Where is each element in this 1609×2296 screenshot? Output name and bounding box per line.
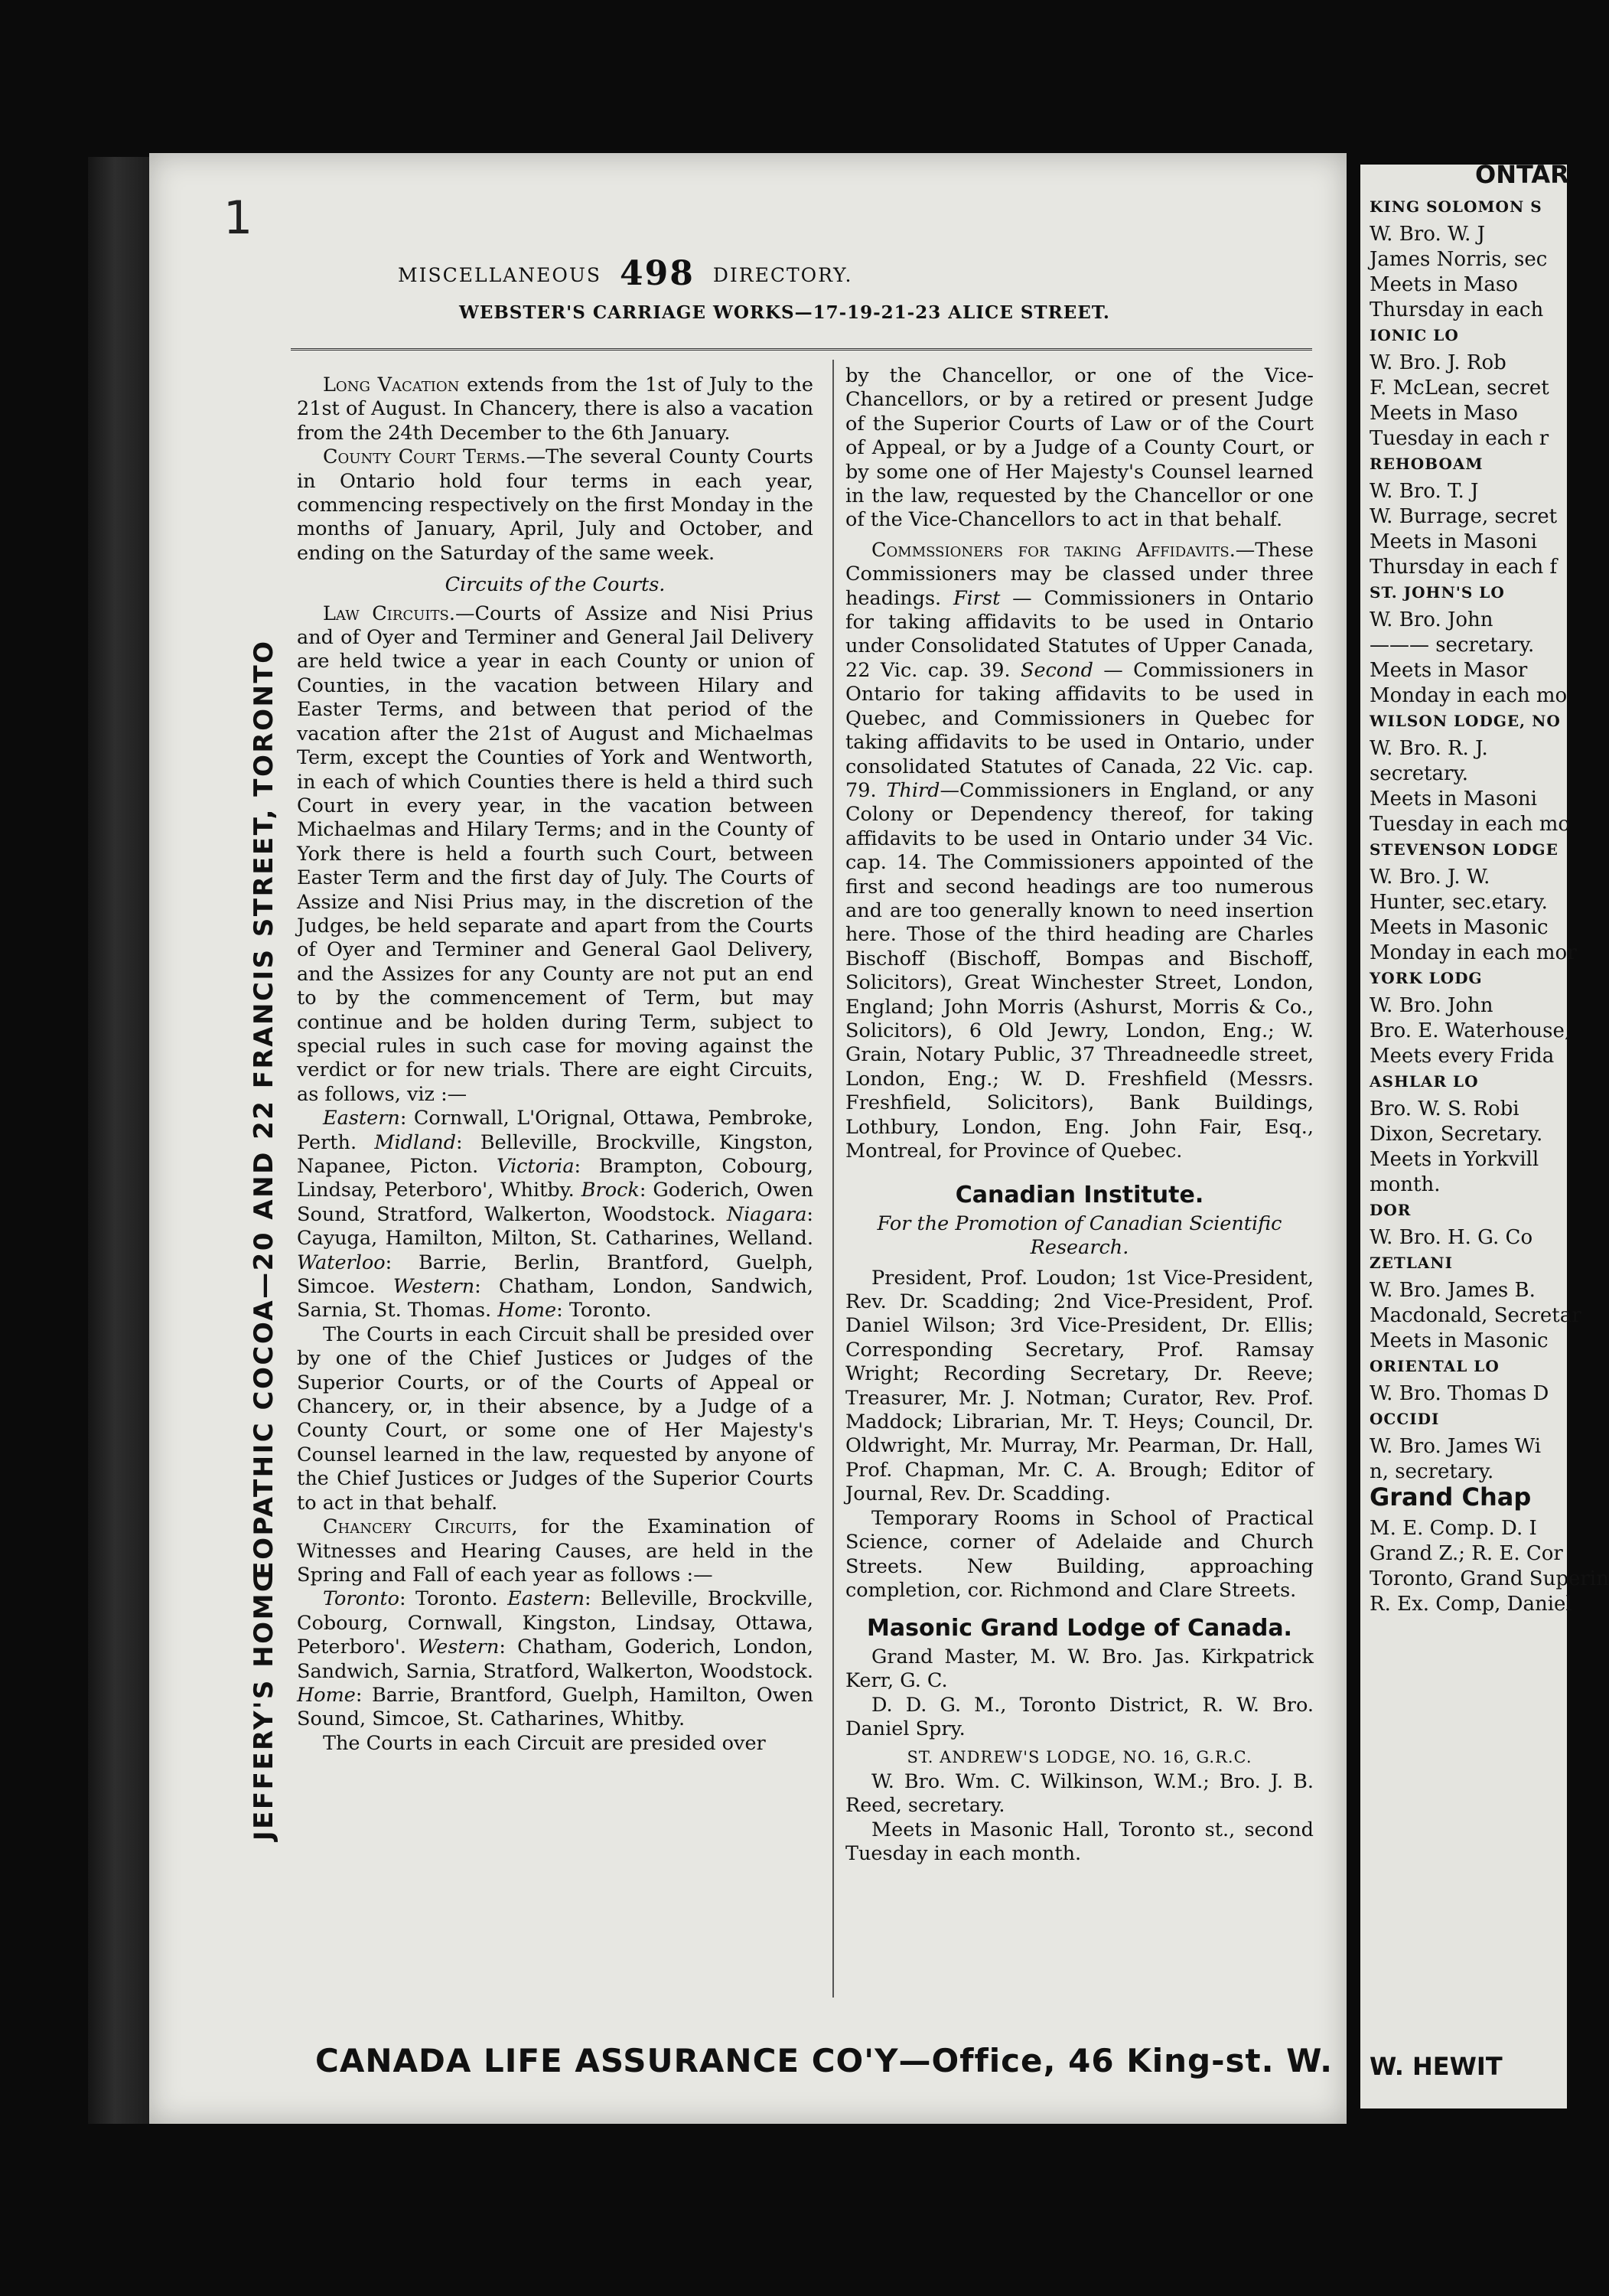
commissioners-paragraph xyxy=(845,539,1314,1164)
adjacent-page-line: Meets in Yorkvill xyxy=(1370,1148,1539,1171)
adjacent-page-line: Meets in Maso xyxy=(1370,402,1518,425)
footer-advertisement: CANADA LIFE ASSURANCE CO'Y—Office, 46 King-st. W. xyxy=(315,2042,1334,2079)
chancery-paragraph xyxy=(297,1515,813,1587)
adjacent-page-fragment xyxy=(1360,160,1609,2108)
adjacent-page-line: W. Bro. James Wi xyxy=(1370,1435,1542,1458)
adjacent-page-line: W. Bro. James B. xyxy=(1370,1279,1536,1302)
county-terms-paragraph xyxy=(297,445,813,566)
adjacent-page-line: secretary. xyxy=(1370,762,1468,785)
header-rule xyxy=(291,348,1312,351)
adjacent-page-line: Monday in each mo xyxy=(1370,684,1568,707)
adjacent-page-line: KING SOLOMON S xyxy=(1370,197,1542,216)
adjacent-page-line: W. Bro. W. J xyxy=(1370,223,1486,246)
circuit-name: Midland xyxy=(374,1130,457,1154)
adjacent-page-line: W. Bro. J. W. xyxy=(1370,866,1490,889)
adjacent-page-line: Grand Z.; R. E. Cor xyxy=(1370,1542,1563,1565)
first-heading: First xyxy=(953,586,1001,610)
handwritten-page-mark: 1 xyxy=(223,191,253,245)
circuit-towns: : Cayuga, Hamilton, Milton, St. Catharines, Welland. xyxy=(297,1202,813,1251)
adjacent-page-line: W. HEWIT xyxy=(1370,2052,1503,2081)
circuit-towns: : Brampton, Cobourg, Lindsay, Peterboro', Whitby. xyxy=(297,1155,813,1202)
circuit-towns: : Barrie, Berlin, Brantford, Guelph, Simcoe. xyxy=(297,1251,813,1299)
adjacent-page-line: ASHLAR LO xyxy=(1370,1072,1479,1091)
adjacent-page-line: STEVENSON LODGE xyxy=(1370,840,1559,859)
subheader-advertisement: WEBSTER'S CARRIAGE WORKS—17-19-21-23 ALICE STREET. xyxy=(459,302,1110,323)
chancery-circuit-name: Eastern xyxy=(507,1587,585,1611)
adjacent-page-line: Meets in Maso xyxy=(1370,273,1518,296)
running-header xyxy=(398,254,852,293)
commissioners-text-b: — Commissioners in Ontario for taking affidavits to be used in Ontario under Consolidated Statutes of Upper Canada, 22 Vic. cap. 39. xyxy=(845,586,1314,682)
institute-title: Canadian Institute. xyxy=(955,1182,1204,1209)
adjacent-page-line: OCCIDI xyxy=(1370,1410,1440,1428)
chancery-circuit-name: Home xyxy=(297,1683,356,1707)
circuit-name: Home xyxy=(497,1299,557,1322)
right-column xyxy=(845,364,1314,1866)
institute-subtitle-text: For the Promotion of Canadian Scientific Research. xyxy=(877,1212,1282,1260)
circuit-name: Waterloo xyxy=(297,1251,386,1274)
header-left: MISCELLANEOUS xyxy=(398,264,602,286)
adjacent-page-line: James Norris, sec xyxy=(1370,248,1548,271)
adjacent-page-line: Monday in each mor xyxy=(1370,941,1577,964)
chancery-text: for the Examination of Witnesses and Hearing Causes, are held in the Spring and Fall of each year as follows :— xyxy=(297,1515,813,1587)
adjacent-page-line: Tuesday in each r xyxy=(1370,427,1549,450)
adjacent-page-line: ONTAR xyxy=(1475,160,1569,189)
long-vacation-lead: Long Vacation xyxy=(323,373,460,396)
adjacent-page-line: ORIENTAL LO xyxy=(1370,1357,1500,1375)
adjacent-page-line: Meets in Masonic xyxy=(1370,1329,1549,1352)
adjacent-page-line: W. Bro. Thomas D xyxy=(1370,1382,1549,1405)
circuit-name: Brock xyxy=(581,1179,640,1202)
adjacent-page-line: Meets in Masonic xyxy=(1370,916,1549,939)
circuit-name: Victoria xyxy=(496,1155,575,1178)
county-terms-lead: County Court Terms. xyxy=(323,445,526,469)
left-column xyxy=(297,373,813,1756)
adjacent-page-line: WILSON LODGE, NO xyxy=(1370,712,1561,730)
circuit-towns: : Belleville, Brockville, Kingston, Napanee, Picton. xyxy=(297,1130,813,1178)
circuit-towns: : Goderich, Owen Sound, Stratford, Walkerton, Woodstock. xyxy=(297,1179,814,1226)
second-heading: Second xyxy=(1020,658,1093,682)
chancery-list xyxy=(297,1587,813,1731)
lodge-officers: W. Bro. Wm. C. Wilkinson, W.M.; Bro. J. B. Reed, secretary. xyxy=(845,1769,1314,1818)
circuit-towns: : Cornwall, L'Orignal, Ottawa, Pembroke, Perth. xyxy=(297,1107,813,1154)
chancery-circuit-name: Toronto xyxy=(323,1587,399,1611)
institute-subtitle xyxy=(845,1212,1314,1261)
adjacent-page-line: Hunter, sec.etary. xyxy=(1370,891,1548,914)
lodge-meets: Meets in Masonic Hall, Toronto st., second Tuesday in each month. xyxy=(845,1818,1314,1865)
adjacent-page-line: Tuesday in each mo xyxy=(1370,813,1571,836)
third-heading: Third xyxy=(886,778,940,802)
adjacent-page-line: Toronto, Grand Superin xyxy=(1370,1567,1609,1590)
institute-officers: President, Prof. Loudon; 1st Vice-President, Rev. Dr. Scadding; 2nd Vice-President, Prof. Daniel Wilson; 3rd Vice-President, Dr. Ellis; Corresponding Secretary, Prof. Ramsay Wright; Recording Secretary, Dr. Reeve; Treasurer, Mr. J. Notman; Curator, Rev. Prof. Maddock; Librarian, Mr. T. Heys; Council, Dr. Oldwright, Mr. Murray, Mr. Pearman, Dr. Hall, Prof. Chapman, Mr. C. A. Brough; Editor of Journal, Rev. Dr. Scadding. xyxy=(845,1266,1314,1506)
commissioners-text-c: — Commissioners in Ontario for taking affidavits to be used in Quebec, and Commissioners in Quebec for taking affidavits to be used in Ontario, under consolidated Statutes of Canada, 22 Vic. cap. 79. xyxy=(845,658,1314,802)
circuit-list xyxy=(297,1107,813,1323)
circuit-name: Western xyxy=(392,1275,475,1299)
adjacent-page-line: n, secretary. xyxy=(1370,1460,1494,1483)
page-number: 498 xyxy=(620,254,695,293)
adjacent-page-line: Meets in Masoni xyxy=(1370,788,1537,810)
adjacent-page-line: YORK LODG xyxy=(1370,969,1483,987)
chancery-circuit-towns: : Toronto. xyxy=(399,1587,508,1611)
presided-paragraph: The Courts in each Circuit shall be presided over by one of the Chief Justices or Judges of the Superior Courts, or of the Courts of Appeal or Chancery, or, in their absence, by a Judge of a County Court, or some one of Her Majesty's Counsel learned in the law, requested by anyone of the Chief Justices or Judges of the Superior Courts to act in that behalf. xyxy=(297,1322,813,1515)
header-right: DIRECTORY. xyxy=(712,264,853,286)
adjacent-page-line: Meets in Masor xyxy=(1370,659,1528,682)
adjacent-page-line: Grand Chap xyxy=(1370,1482,1532,1512)
law-circuits-lead: Law Circuits. xyxy=(323,602,455,625)
adjacent-page-line: REHOBOAM xyxy=(1370,455,1484,473)
adjacent-page-line: W. Bro. R. J. xyxy=(1370,737,1488,760)
commissioners-lead: Commssioners for taking Affidavits. xyxy=(871,538,1236,562)
circuit-towns: : Chatham, London, Sandwich, Sarnia, St. Thomas. xyxy=(297,1275,813,1322)
circuit-towns: : Toronto. xyxy=(556,1299,652,1322)
adjacent-page-line: Meets in Masoni xyxy=(1370,530,1537,553)
long-vacation-paragraph xyxy=(297,373,813,445)
law-circuits-text: —Courts of Assize and Nisi Prius and of Oyer and Terminer and General Jail Delivery are held twice a year in each County or union of Counties, in the vacation between Hilary and Easter Terms, and between that period of the vacation after the 21st of August and Michaelmas Term, except the Counties of York and Wentworth, in each of which Counties there is held a third such Court in every year, in the vacation between Michaelmas and Hilary Terms; and in the County of York there is held a fourth such Court, between Easter Term and the first day of July. The Courts of Assize and Nisi Prius may, in the discretion of the Judges, be held separate and apart from the Courts of Oyer and Terminer and General Gaol Delivery, and the Assizes for any County are not put an end to by the commencement of Term, but may continue and be holden during Term, subject to special rules in such case for moving against the verdict or for new trials. There are eight Circuits, as follows, viz :— xyxy=(297,602,814,1106)
adjacent-page-line: Bro. E. Waterhouse, xyxy=(1370,1019,1572,1042)
book-binding xyxy=(88,157,155,2124)
adjacent-page-line: W. Bro. J. Rob xyxy=(1370,351,1506,374)
adjacent-page-line: W. Bro. T. J xyxy=(1370,480,1479,503)
column-divider xyxy=(832,360,834,1998)
adjacent-page-line: Dixon, Secretary. xyxy=(1370,1123,1543,1146)
long-vacation-text: extends from the 1st of July to the 21st of August. In Chancery, there is also a vacation from the 24th December to the 6th January. xyxy=(297,373,814,445)
institute-rooms: Temporary Rooms in School of Practical Science, corner of Adelaide and Church Streets. New Building, approaching completion, cor. Richmond and Clare Streets. xyxy=(845,1506,1314,1602)
circuit-name: Eastern xyxy=(323,1107,400,1130)
circuits-heading xyxy=(297,573,813,597)
adjacent-page-line: M. E. Comp. D. I xyxy=(1370,1517,1537,1540)
adjacent-page-line: DOR xyxy=(1370,1201,1412,1219)
chancery-circuit-name: Western xyxy=(418,1636,500,1659)
law-circuits-paragraph xyxy=(297,602,813,1107)
adjacent-page-line: Bro. W. S. Robi xyxy=(1370,1097,1519,1120)
adjacent-page-line: Thursday in each xyxy=(1370,298,1544,321)
chancery-circuit-towns: : Belleville, Brockville, Cobourg, Cornwall, Kingston, Lindsay, Ottawa, Peterboro'. xyxy=(297,1587,813,1659)
adjacent-page-line: W. Bro. H. G. Co xyxy=(1370,1226,1533,1249)
adjacent-page-line: month. xyxy=(1370,1173,1441,1196)
lodge-heading: ST. ANDREW'S LODGE, NO. 16, G.R.C. xyxy=(907,1748,1252,1767)
adjacent-page-line: IONIC LO xyxy=(1370,326,1459,344)
commissioners-text-d: —Commissioners in England, or any Colony or Dependency thereof, for taking affidavits to be used in Ontario under 34 Vic. cap. 14. The Commissioners appointed of the first and second headings are too numerous and are too generally known to need insertion here. Those of the third heading are Charles Bischoff (Bischoff, Bompas and Bischoff, Solicitors), Great Winchester Street, London, England; John Morris (Ashurst, Morris & Co., Solicitors), 6 Old Jewry, London, Eng.; W. Grain, Notary Public, 37 Threadneedle street, London, Eng.; W. D. Freshfield (Messrs. Freshfield, Solicitors), Bank Buildings, Lothbury, London, Eng. John Fair, Esq., Montreal, for Province of Quebec. xyxy=(845,778,1314,1163)
adjacent-page-line: ZETLANI xyxy=(1370,1254,1453,1272)
adjacent-page-line: W. Burrage, secret xyxy=(1370,505,1558,528)
deputy-grand-master: D. D. G. M., Toronto District, R. W. Bro. Daniel Spry. xyxy=(845,1693,1314,1740)
adjacent-page-line: W. Bro. John xyxy=(1370,994,1493,1017)
adjacent-page-line: Macdonald, Secretar xyxy=(1370,1304,1581,1327)
circuits-heading-text: Circuits of the Courts. xyxy=(445,573,666,597)
continuation-paragraph: by the Chancellor, or one of the Vice-Chancellors, or by a retired or present Judge of the Superior Courts of Law or of the Court of Appeal, or by a Judge of a County Court, or by some one of Her Majesty's Counsel learned in the law, requested by the Chancellor or one of the Vice-Chancellors to act in that behalf. xyxy=(845,364,1314,532)
adjacent-page-line: W. Bro. John xyxy=(1370,608,1493,631)
side-advertisement: JEFFERY'S HOMŒOPATHIC COCOA—20 AND 22 FRANCIS STREET, TORONTO xyxy=(249,639,279,1841)
adjacent-page-line: ST. JOHN'S LO xyxy=(1370,583,1505,602)
chancery-lead: Chancery Circuits, xyxy=(323,1515,518,1539)
chancery-circuit-towns: : Barrie, Brantford, Guelph, Hamilton, Owen Sound, Simcoe, St. Catharines, Whitby. xyxy=(297,1683,813,1731)
adjacent-page-line: Meets every Frida xyxy=(1370,1045,1555,1068)
grand-master: Grand Master, M. W. Bro. Jas. Kirkpatrick Kerr, G. C. xyxy=(845,1645,1314,1693)
adjacent-page-line: R. Ex. Comp, Daniel xyxy=(1370,1593,1572,1616)
circuit-name: Niagara xyxy=(726,1202,807,1226)
adjacent-page-line: ——— secretary. xyxy=(1370,634,1535,657)
last-line: The Courts in each Circuit are presided over xyxy=(323,1731,766,1755)
masonic-title: Masonic Grand Lodge of Canada. xyxy=(867,1615,1292,1642)
adjacent-page-line: Thursday in each f xyxy=(1370,556,1558,579)
commissioners-text-a: —These Commissioners may be classed under three headings. xyxy=(845,538,1314,610)
adjacent-page-line: F. McLean, secret xyxy=(1370,377,1549,400)
chancery-circuit-towns: : Chatham, Goderich, London, Sandwich, Sarnia, Stratford, Walkerton, Woodstock. xyxy=(297,1636,813,1683)
county-terms-text: —The several County Courts in Ontario hold four terms in each year, commencing respectively on the first Monday in the months of January, April, July and October, and ending on the Saturday of the same week. xyxy=(297,445,813,565)
